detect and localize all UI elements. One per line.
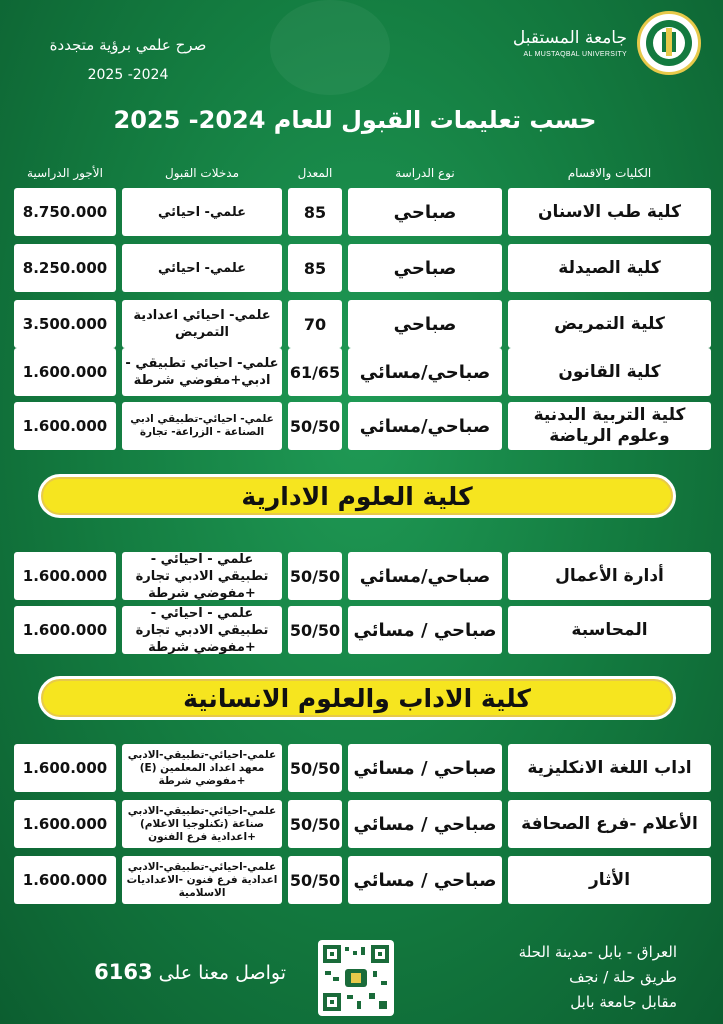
university-name-en: AL MUSTAQBAL UNIVERSITY <box>523 50 627 58</box>
page-title: حسب تعليمات القبول للعام 2024- 2025 <box>113 106 597 134</box>
university-seal-icon <box>637 11 701 75</box>
fee-cell: 1.600.000 <box>14 606 116 654</box>
address-line: مقابل جامعة بابل <box>570 993 677 1011</box>
faculty-cell: كلية القانون <box>508 348 711 396</box>
average-cell: 50/50 <box>288 800 342 848</box>
entries-cell: علمي- احيائي اعدادية التمريض <box>122 300 282 348</box>
entries-cell: علمي-احيائي-تطبيقي-الادبي صناعة (تكنلوجيا الاعلام) +اعدادية فرع الفنون <box>122 800 282 848</box>
fee-cell: 1.600.000 <box>14 744 116 792</box>
slogan-text: صرح علمي برؤية متجددة <box>49 36 207 54</box>
study-type-cell: صباحي / مسائي <box>348 606 502 654</box>
fee-cell: 8.750.000 <box>14 188 116 236</box>
fee-cell: 1.600.000 <box>14 856 116 904</box>
entries-cell: علمي-احيائي-تطبيقي-الادبي معهد اعداد المعلمين (E) +مفوضي شرطة <box>122 744 282 792</box>
entries-cell: علمي- احيائي تطبيقي - ادبي+مفوضي شرطة <box>122 348 282 396</box>
average-cell: 70 <box>288 300 342 348</box>
header-study-type: نوع الدراسة <box>395 166 455 180</box>
contact-label: تواصل معنا على <box>158 962 286 984</box>
contact <box>36 960 286 984</box>
study-type-cell: صباحي/مسائي <box>348 348 502 396</box>
footer-address <box>437 940 677 1015</box>
header-entries: مدخلات القبول <box>164 166 239 180</box>
fee-cell: 1.600.000 <box>14 402 116 450</box>
study-type-cell: صباحي / مسائي <box>348 744 502 792</box>
faculty-cell: أدارة الأعمال <box>508 552 711 600</box>
fee-cell: 8.250.000 <box>14 244 116 292</box>
entries-cell: علمي- احيائي-تطبيقي ادبي الصناعة - الزراعة- تجارة <box>122 402 282 450</box>
contact-number[interactable]: 6163 <box>94 960 153 984</box>
section-banner-administrative-sciences: كلية العلوم الادارية <box>38 474 676 518</box>
university-name-ar: جامعة المستقبل <box>512 27 627 48</box>
entries-cell: علمي- احيائي <box>122 244 282 292</box>
slogan <box>28 36 228 84</box>
table-row <box>14 800 711 848</box>
university-logo <box>461 8 701 78</box>
section-banner-arts-humanities: كلية الاداب والعلوم الانسانية <box>38 676 676 720</box>
faculty-cell: المحاسبة <box>508 606 711 654</box>
faculty-cell: كلية التربية البدنية وعلوم الرياضة <box>508 402 711 450</box>
average-cell: 50/50 <box>288 552 342 600</box>
header-average: المعدل <box>297 166 333 180</box>
address-line: طريق حلة / نجف <box>569 968 677 986</box>
table-row <box>14 300 711 348</box>
average-cell: 85 <box>288 244 342 292</box>
study-type-cell: صباحي / مسائي <box>348 856 502 904</box>
fee-cell: 1.600.000 <box>14 800 116 848</box>
study-type-cell: صباحي <box>348 188 502 236</box>
table-row <box>14 244 711 292</box>
column-headers <box>14 166 711 184</box>
entries-cell: علمي- احيائي <box>122 188 282 236</box>
table-row <box>14 552 711 600</box>
address-line: العراق - بابل -مدينة الحلة <box>518 943 677 961</box>
entries-cell: علمي-احيائي-تطبيقي-الادبي اعدادية فرع فنون -الاعداديات الاسلامية <box>122 856 282 904</box>
fee-cell: 3.500.000 <box>14 300 116 348</box>
faculty-cell: الأعلام -فرع الصحافة <box>508 800 711 848</box>
header-faculty: الكليات والاقسام <box>567 166 652 180</box>
average-cell: 61/65 <box>288 348 342 396</box>
table-row <box>14 188 711 236</box>
fee-cell: 1.600.000 <box>14 348 116 396</box>
table-row <box>14 402 711 450</box>
faculty-cell: اداب اللغة الانكليزية <box>508 744 711 792</box>
study-type-cell: صباحي/مسائي <box>348 552 502 600</box>
table-row <box>14 348 711 396</box>
faculty-cell: كلية التمريض <box>508 300 711 348</box>
qr-code-icon[interactable] <box>318 940 394 1016</box>
fee-cell: 1.600.000 <box>14 552 116 600</box>
seal-watermark <box>270 0 390 95</box>
average-cell: 50/50 <box>288 606 342 654</box>
average-cell: 50/50 <box>288 856 342 904</box>
entries-cell: علمي - احيائي - تطبيقي الادبي تجارة +مفوضي شرطة <box>122 606 282 654</box>
slogan-year: 2025 -2024 <box>87 67 169 83</box>
average-cell: 50/50 <box>288 402 342 450</box>
table-row <box>14 606 711 654</box>
study-type-cell: صباحي <box>348 244 502 292</box>
average-cell: 50/50 <box>288 744 342 792</box>
faculty-cell: كلية طب الاسنان <box>508 188 711 236</box>
faculty-cell: الأثار <box>508 856 711 904</box>
faculty-cell: كلية الصيدلة <box>508 244 711 292</box>
study-type-cell: صباحي/مسائي <box>348 402 502 450</box>
table-row <box>14 856 711 904</box>
study-type-cell: صباحي / مسائي <box>348 800 502 848</box>
average-cell: 85 <box>288 188 342 236</box>
entries-cell: علمي - احيائي - تطبيقي الادبي تجارة +مفوضي شرطة <box>122 552 282 600</box>
header-fees: الأجور الدراسية <box>27 166 103 180</box>
table-row <box>14 744 711 792</box>
study-type-cell: صباحي <box>348 300 502 348</box>
